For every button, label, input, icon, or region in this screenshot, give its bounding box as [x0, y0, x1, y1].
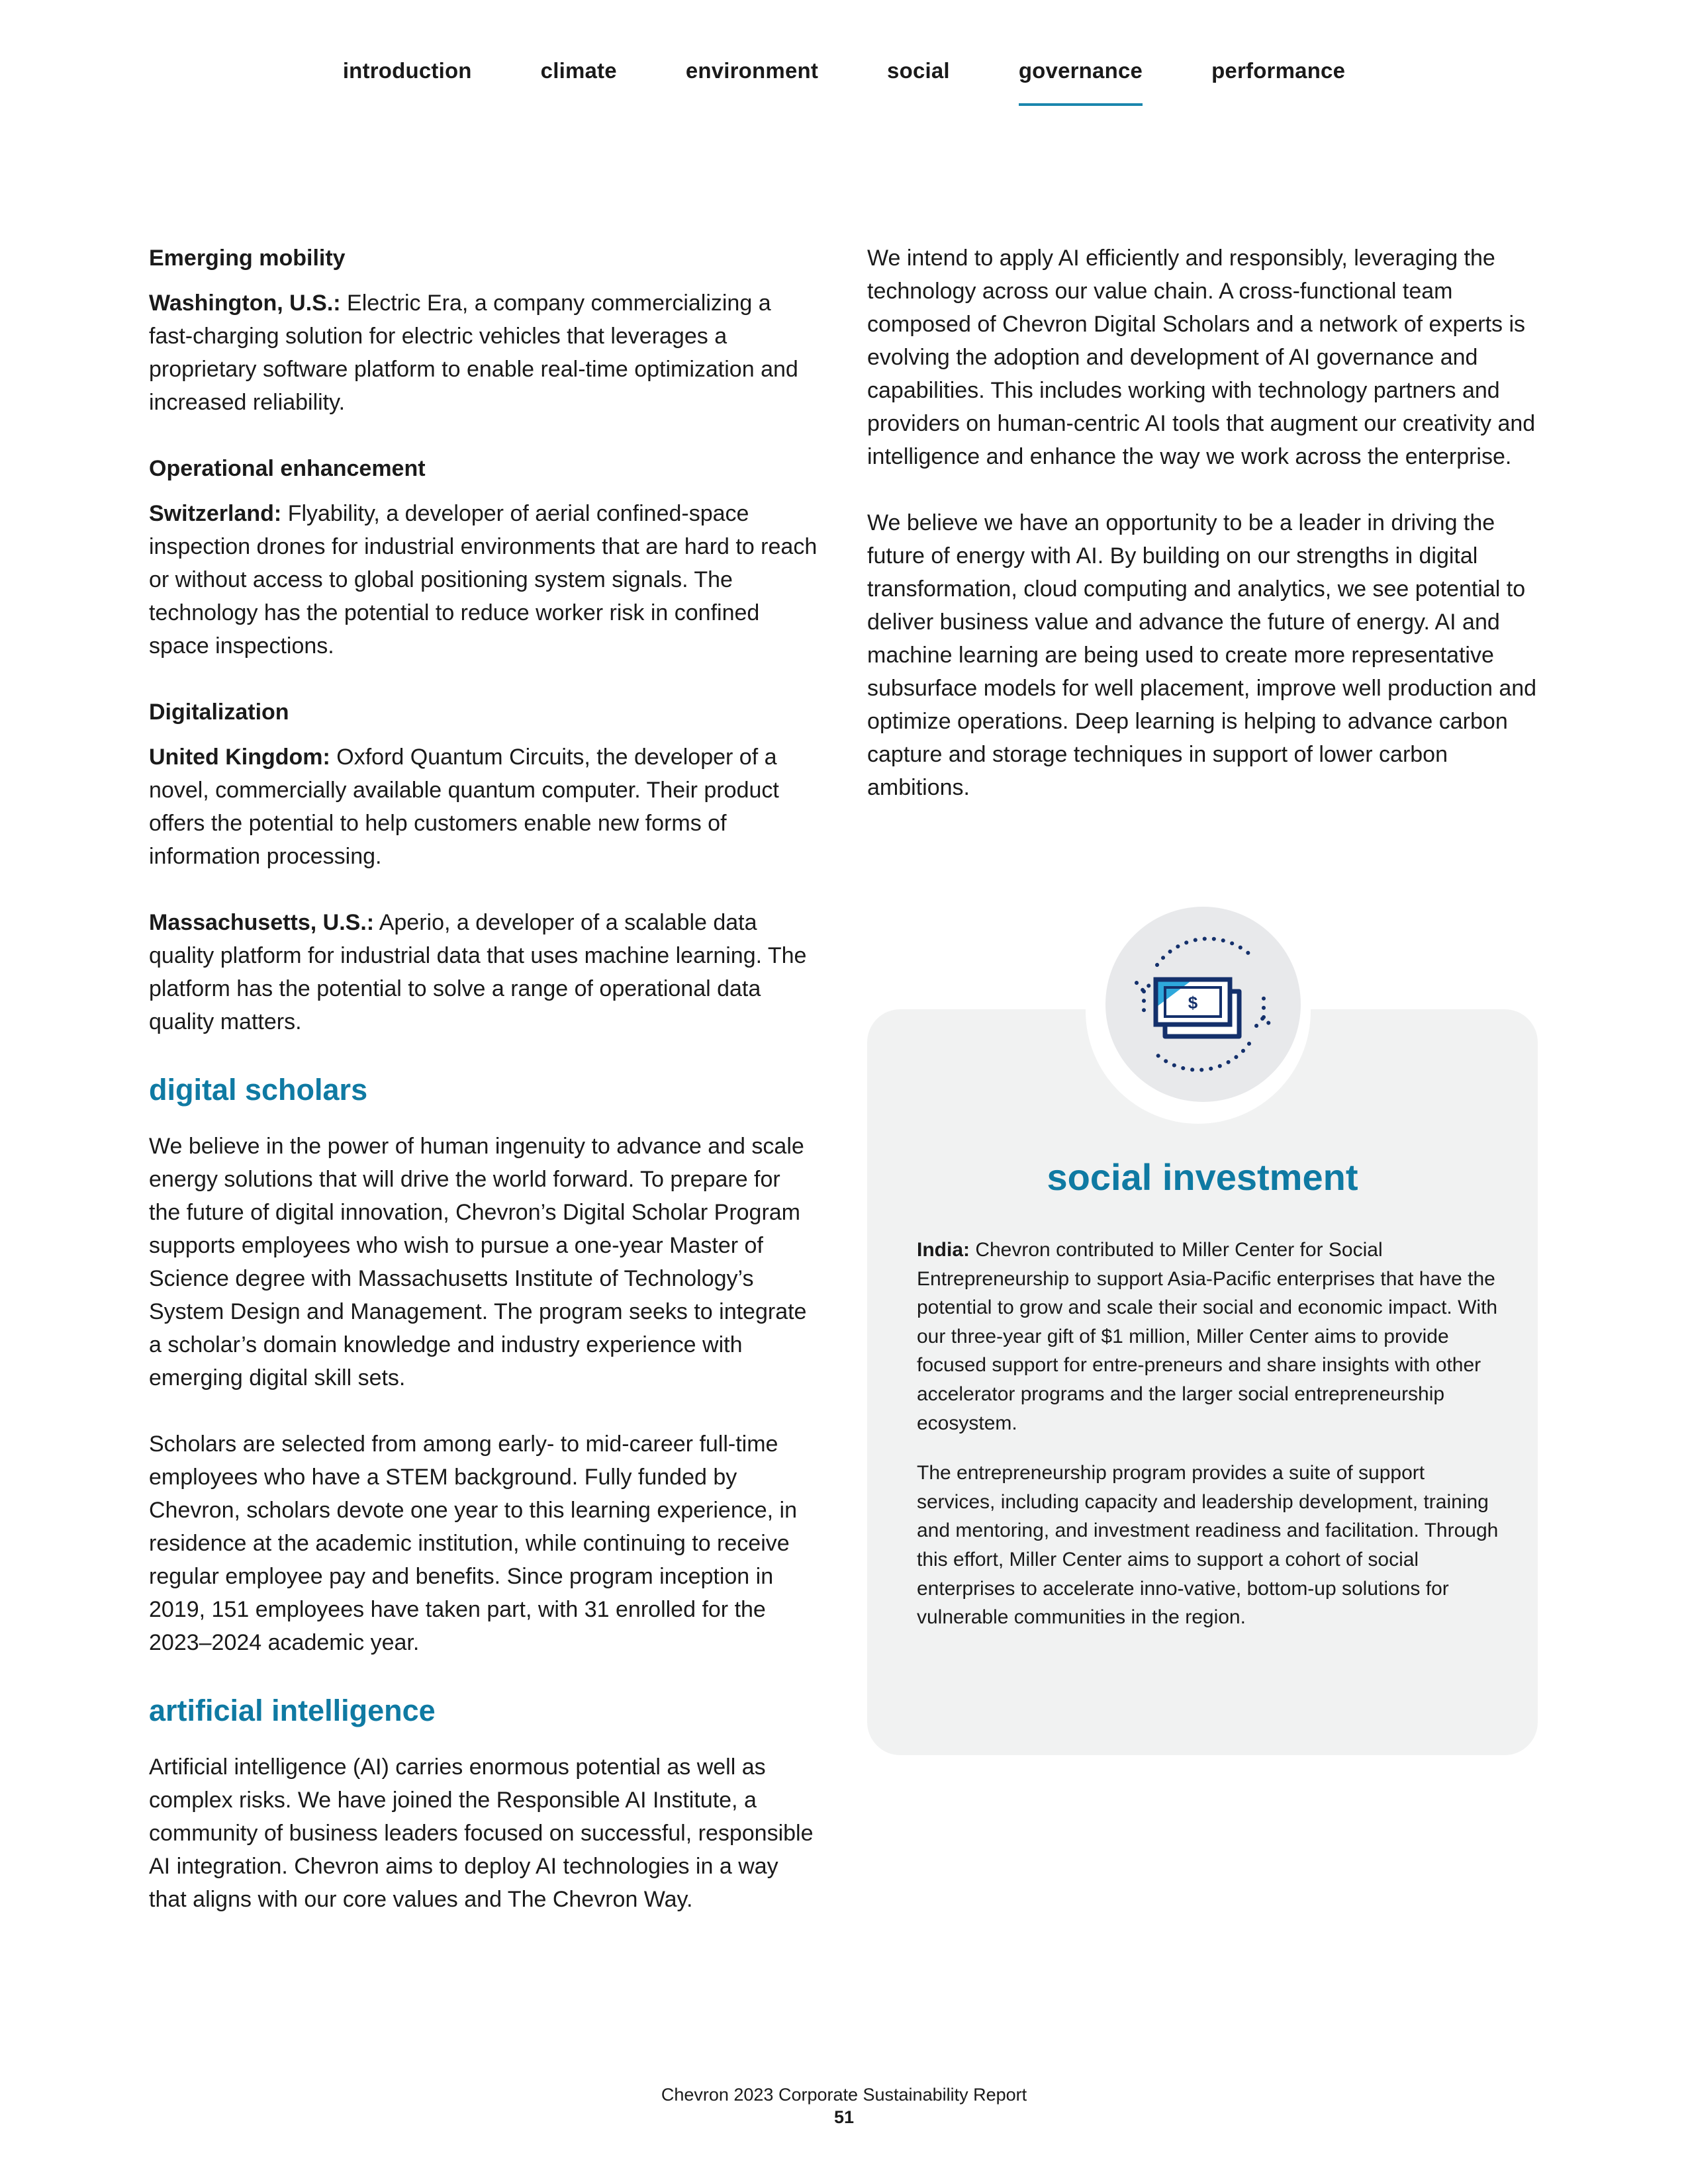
emerging-mobility-paragraph	[149, 287, 818, 419]
india-paragraph	[917, 1236, 1499, 1437]
digital-scholars-heading: digital scholars	[149, 1073, 368, 1107]
artificial-intelligence-heading: artificial intelligence	[149, 1694, 436, 1727]
location-lead: United Kingdom:	[149, 745, 330, 770]
nav-item-social[interactable]: social	[887, 58, 950, 83]
currency-symbol: $	[1188, 993, 1198, 1013]
entrepreneurship-program-paragraph: The entrepreneurship program provides a suite of support services, including capacity and leadership development, training and mentoring, and investment readiness and facilitation. Through this effort, Miller Center aims to support a cohort of social enterprises to accelerate inno-vative, bottom-up solutions for vulnerable communities in the region.	[917, 1462, 1499, 1629]
paragraph-text: Electric Era, a company commercializing a fast-charging solution for electric vehicles that leverages a proprietary software platform to enable real-time optimization and increased reliability.	[149, 291, 798, 415]
page-number: 51	[833, 2107, 855, 2127]
money-exchange-icon	[1105, 907, 1301, 1102]
nav-item-governance[interactable]: governance	[984, 58, 1177, 98]
location-lead: Massachusetts, U.S.:	[149, 910, 375, 935]
social-investment-body	[917, 1236, 1499, 1632]
nav-item-environment[interactable]: environment	[685, 58, 819, 83]
united-kingdom-paragraph	[149, 741, 818, 873]
digital-scholars-paragraph-2: Scholars are selected from among early- to mid-career full-time employees who have a STEM background. Fully funded by Chevron, scholars devote one year to this learning experience, in residence at the academic institution, while continuing to receive regular employee pay and benefits. Since program inception in 2019, 151 employees have taken part, with 31 enrolled for the 2023–2024 academic year.	[149, 1432, 798, 1655]
digital-scholars-paragraph-1: We believe in the power of human ingenuity to advance and scale energy solutions that will drive the world forward. To prepare for the future of digital innovation, Chevron’s Digital Scholar Program supports employees who wish to pursue a one-year Master of Science degree with Massachusetts Institute of Technology’s System Design and Management. The program seeks to integrate a scholar’s domain knowledge and industry experience with emerging digital skill sets.	[149, 1134, 807, 1390]
massachusetts-paragraph	[149, 906, 818, 1038]
location-lead: India:	[917, 1239, 970, 1261]
social-investment-title: social investment	[1047, 1156, 1358, 1198]
emerging-mobility-heading: Emerging mobility	[149, 246, 346, 271]
ai-opportunity-paragraph: We believe we have an opportunity to be a leader in driving the future of energy with AI. By building on our strengths in digital transformation, cloud computing and analytics, we see potential to deliver business value and advance the future of energy. AI and machine learning are being used to create more representative subsurface models for well placement, improve well production and optimize operations. Deep learning is helping to advance carbon capture and storage techniques in support of lower carbon ambitions.	[867, 510, 1537, 800]
artificial-intelligence-paragraph: Artificial intelligence (AI) carries enormous potential as well as complex risks. We have joined the Responsible AI Institute, a community of business leaders focused on successful, responsible AI integration. Chevron aims to deploy AI technologies in a way that aligns with our core values and The Chevron Way.	[149, 1754, 814, 1912]
location-lead: Switzerland:	[149, 501, 282, 526]
location-lead: Washington, U.S.:	[149, 291, 341, 316]
nav-item-introduction[interactable]: introduction	[342, 58, 472, 83]
right-column	[867, 242, 1542, 804]
paragraph-text: Chevron contributed to Miller Center for Social Entrepreneurship to support Asia-Pacific enterprises that have the potential to grow and scale their social and economic impact. With our three-year gift of $1 million, Miller Center aims to provide focused support for entre-preneurs and share insights with other accelerator programs and the larger social entrepreneurship ecosystem.	[917, 1239, 1498, 1434]
nav-item-climate[interactable]: climate	[540, 58, 617, 83]
section-nav	[0, 58, 1688, 98]
operational-enhancement-heading: Operational enhancement	[149, 456, 426, 481]
paragraph-text: Oxford Quantum Circuits, the developer of a novel, commercially available quantum computer. Their product offers the potential to help customers enable new forms of information processing.	[149, 745, 779, 869]
digitalization-heading: Digitalization	[149, 700, 289, 725]
paragraph-text: Flyability, a developer of aerial confined-space inspection drones for industrial environments that are hard to reach or without access to global positioning system signals. The technology has the potential to reduce worker risk in confined space inspections.	[149, 501, 818, 659]
page-footer	[0, 2083, 1688, 2128]
nav-item-performance[interactable]: performance	[1211, 58, 1346, 83]
operational-enhancement-paragraph	[149, 497, 818, 662]
ai-approach-paragraph: We intend to apply AI efficiently and responsibly, leveraging the technology across our value chain. A cross-functional team composed of Chevron Digital Scholars and a network of experts is evolving the adoption and development of AI governance and capabilities. This includes working with technology partners and providers on human-centric AI tools that augment our creativity and intelligence and enhance the way we work across the enterprise.	[867, 246, 1536, 469]
left-column	[149, 242, 818, 1916]
report-title: Chevron 2023 Corporate Sustainability Report	[661, 2085, 1027, 2105]
paragraph-text: Aperio, a developer of a scalable data quality platform for industrial data that uses machine learning. The platform has the potential to solve a range of operational data quality matters.	[149, 910, 807, 1034]
